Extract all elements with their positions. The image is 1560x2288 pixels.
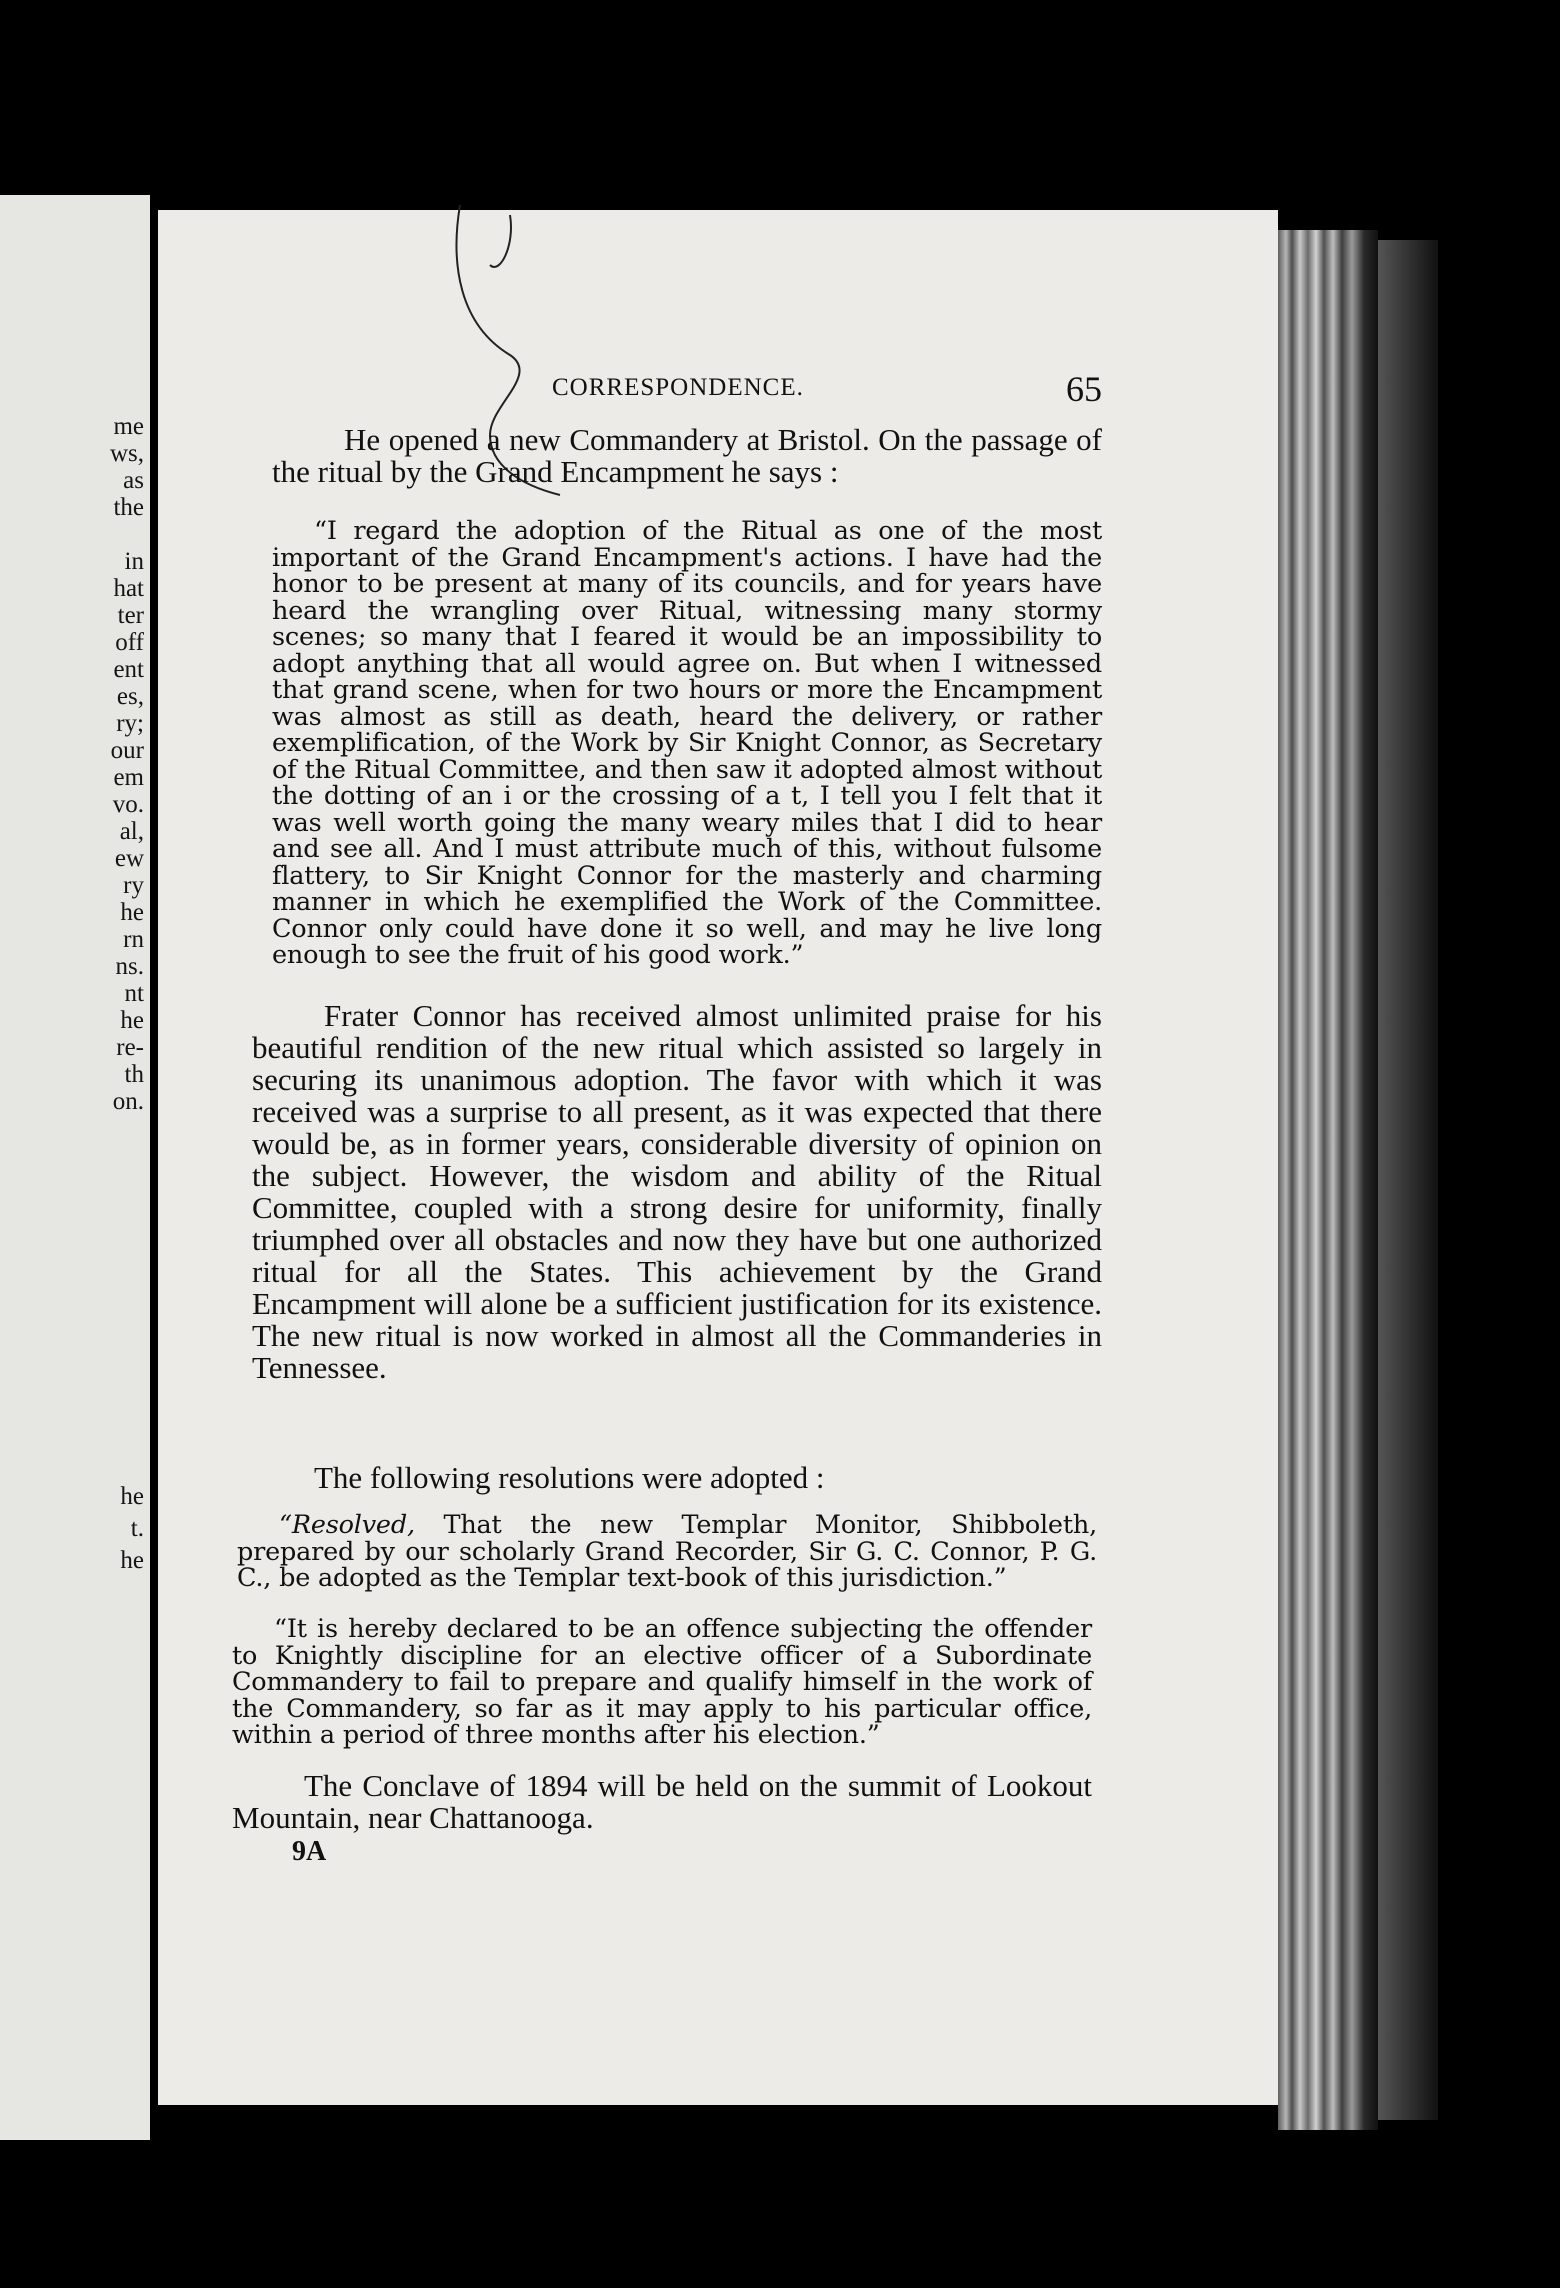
facing-page-fragment-line: he <box>120 899 144 926</box>
running-head: CORRESPONDENCE. <box>552 374 804 401</box>
quote-ritual-adoption: “I regard the adoption of the Ritual as one of the most important of the Grand Encampment's actions. I have had the honor to be present at many of its councils, and for years have heard the wrangling over Ritual, witnessing many stormy scenes; so many that I feared it would be an impossibility to adopt anything that all would agree on. But when I witnessed that grand scene, when for two hours or more the Encampment was almost as still as death, heard the delivery, or rather exemplification, of the Work by Sir Knight Connor, as Secretary of the Ritual Committee, and then saw it adopted almost without the dotting of an i or the crossing of a t, I tell you I felt that it was well worth going the many weary miles that I did to hear and see all. And I must attribute much of this, without fulsome flattery, to Sir Knight Connor for the masterly and charming manner in which he exemplified the Work of the Committee. Connor only could have done it so well, and may he live long enough to see the fruit of his good work.” <box>272 516 1102 970</box>
facing-page-fragment-line: he <box>120 1547 144 1574</box>
facing-page-fragment-line: on. <box>112 1088 144 1115</box>
facing-page-fragment-line: ry <box>123 872 144 899</box>
facing-page-fragment-line <box>110 521 144 548</box>
facing-page-fragment-line: re- <box>116 1034 144 1061</box>
facing-page-fragment <box>0 195 150 2140</box>
resolution-templar-monitor <box>237 1512 1097 1592</box>
paragraph-frater-connor: Frater Connor has received almost unlimited praise for his beautiful rendition of the new ritual which assisted so largely in securing its unanimous adoption. The favor with which it was received was a surprise to all present, as it was expected that there would be, as in former years, considerable diversity of opinion on the subject. However, the wisdom and ability of the Ritual Committee, coupled with a strong desire for uniformity, finally triumphed over all obstacles and now they have but one authorized ritual for all the States. This achievement by the Grand Encampment will alone be a sufficient justification for its existence. The new ritual is now worked in almost all the Commanderies in Tennessee. <box>252 998 1102 1385</box>
facing-page-fragment-line: me <box>113 413 144 440</box>
resolution-text: That the new Templar Monitor, Shibboleth, prepared by our scholarly Grand Recorder, Sir G. C. Connor, P. G. C., be adopted as the Templar text-book of this jurisdiction.” <box>237 1510 1097 1593</box>
facing-page-fragment-line: ns. <box>115 953 144 980</box>
page-header <box>232 369 1102 414</box>
facing-page-fragment-line: our <box>110 737 144 764</box>
facing-page-fragment-line: em <box>113 764 144 791</box>
facing-page-fragment-line: ent <box>113 656 144 683</box>
facing-page-fragment-line: ter <box>117 602 144 629</box>
signature-mark: 9A <box>292 1836 327 1867</box>
facing-page-fragment-line: vo. <box>112 791 144 818</box>
facing-page-fragment-line: ew <box>114 845 144 872</box>
resolution-knightly-discipline: “It is hereby declared to be an offence subjecting the offender to Knightly discipline for an elective officer of a Subordinate Commandery to fail to prepare and qualify himself in the work of the Commandery, so far as it may apply to his particular office, within a period of three months after his election.” <box>232 1614 1092 1750</box>
facing-page-fragment-line: nt <box>124 980 144 1007</box>
facing-page-fragment-line: al, <box>119 818 144 845</box>
facing-page-fragment-line: ws, <box>109 440 144 467</box>
facing-page-fragment-line: es, <box>116 683 144 710</box>
facing-page-fragment-line: t. <box>130 1515 144 1542</box>
resolved-word: “Resolved, <box>279 1510 415 1540</box>
page-edges-shadow <box>1378 240 1438 2120</box>
facing-page-text-bottom <box>120 1481 144 1577</box>
facing-page-fragment-line: he <box>120 1007 144 1034</box>
text-column <box>232 0 1102 2288</box>
paragraph-conclave: The Conclave of 1894 will be held on the summit of Lookout Mountain, near Chattanooga. <box>232 1768 1092 1835</box>
facing-page-fragment-line: off <box>115 629 144 656</box>
facing-page-fragment-line: hat <box>113 575 144 602</box>
facing-page-fragment-line: he <box>120 1483 144 1510</box>
facing-page-fragment-line: in <box>124 548 144 575</box>
facing-page-fragment-line: rn <box>123 926 144 953</box>
facing-page-fragment-line: ry; <box>116 710 144 737</box>
facing-page-fragment-line: as <box>123 467 144 494</box>
facing-page-fragment-line: the <box>113 494 144 521</box>
paragraph-resolutions-intro: The following resolutions were adopted : <box>314 1460 825 1495</box>
facing-page-fragment-line: th <box>124 1061 144 1088</box>
page-edges <box>1278 230 1378 2130</box>
page-number: 65 <box>1066 369 1102 409</box>
paragraph-bristol: He opened a new Commandery at Bristol. On the passage of the ritual by the Grand Encampment he says : <box>272 422 1102 489</box>
facing-page-text-top <box>110 413 144 1115</box>
